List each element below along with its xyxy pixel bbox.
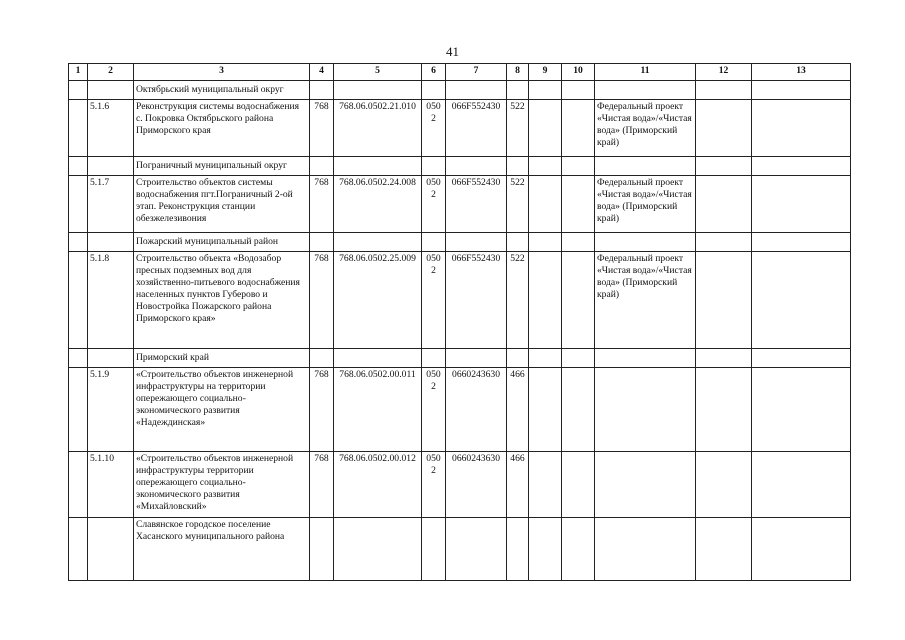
col-header-2: 2	[88, 64, 134, 81]
empty-cell	[752, 157, 851, 176]
cell-col13	[752, 100, 851, 157]
cell-col8: 522	[507, 176, 529, 233]
cell-col9	[529, 100, 562, 157]
empty-cell	[507, 518, 529, 581]
cell-col11: Федеральный проект «Чистая вода»/«Чистая вода» (Приморский край)	[595, 252, 696, 349]
empty-cell	[752, 349, 851, 368]
table-row	[69, 252, 851, 349]
empty-cell	[69, 252, 88, 349]
empty-cell	[507, 157, 529, 176]
empty-cell	[507, 233, 529, 252]
empty-cell	[529, 349, 562, 368]
empty-cell	[562, 518, 595, 581]
section-title: Приморский край	[134, 349, 310, 368]
cell-col11	[595, 368, 696, 452]
empty-cell	[69, 100, 88, 157]
empty-cell	[334, 157, 422, 176]
cell-col9	[529, 176, 562, 233]
cell-col8: 466	[507, 368, 529, 452]
cell-col5: 768.06.0502.21.010	[334, 100, 422, 157]
cell-col11: Федеральный проект «Чистая вода»/«Чистая вода» (Приморский край)	[595, 176, 696, 233]
empty-cell	[595, 349, 696, 368]
section-title: Октябрьский муниципальный округ	[134, 81, 310, 100]
cell-col10	[562, 100, 595, 157]
cell-col11: Федеральный проект «Чистая вода»/«Чистая вода» (Приморский край)	[595, 100, 696, 157]
section-row	[69, 157, 851, 176]
cell-col9	[529, 452, 562, 518]
cell-col8: 466	[507, 452, 529, 518]
cell-col7: 0660243630	[446, 368, 507, 452]
cell-col7: 066F552430	[446, 100, 507, 157]
item-name: Строительство объекта «Водозабор пресных подземных вод для хозяйственно-питьевого водоснабжения населенных пунктов Губерово и Новостройка Пожарского района Приморского края»	[134, 252, 310, 349]
section-title: Пограничный муниципальный округ	[134, 157, 310, 176]
cell-col13	[752, 176, 851, 233]
item-number: 5.1.10	[88, 452, 134, 518]
empty-cell	[69, 452, 88, 518]
col-header-12: 12	[696, 64, 752, 81]
empty-cell	[69, 157, 88, 176]
empty-cell	[334, 233, 422, 252]
col-header-6: 6	[422, 64, 446, 81]
empty-cell	[696, 157, 752, 176]
empty-cell	[562, 157, 595, 176]
cell-col4: 768	[310, 368, 334, 452]
cell-col12	[696, 368, 752, 452]
empty-cell	[446, 81, 507, 100]
section-row	[69, 349, 851, 368]
empty-cell	[752, 518, 851, 581]
section-title: Пожарский муниципальный район	[134, 233, 310, 252]
empty-cell	[310, 233, 334, 252]
item-number: 5.1.9	[88, 368, 134, 452]
section-title: Славянское городское поселение Хасанского муниципального района	[134, 518, 310, 581]
section-row	[69, 81, 851, 100]
col-header-7: 7	[446, 64, 507, 81]
cell-col8: 522	[507, 252, 529, 349]
cell-col6: 0502	[422, 252, 446, 349]
empty-cell	[69, 349, 88, 368]
empty-cell	[310, 518, 334, 581]
empty-cell	[446, 157, 507, 176]
empty-cell	[310, 157, 334, 176]
cell-col13	[752, 252, 851, 349]
table-row	[69, 100, 851, 157]
cell-col13	[752, 368, 851, 452]
cell-col13	[752, 452, 851, 518]
empty-cell	[595, 157, 696, 176]
cell-col10	[562, 368, 595, 452]
col-header-13: 13	[752, 64, 851, 81]
cell-col5: 768.06.0502.25.009	[334, 252, 422, 349]
item-name: «Строительство объектов инженерной инфраструктуры на территории опережающего социально-экономического развития «Надеждинская»	[134, 368, 310, 452]
cell-col4: 768	[310, 452, 334, 518]
empty-cell	[422, 518, 446, 581]
empty-cell	[310, 81, 334, 100]
cell-col5: 768.06.0502.00.011	[334, 368, 422, 452]
cell-col9	[529, 252, 562, 349]
empty-cell	[595, 518, 696, 581]
cell-col4: 768	[310, 100, 334, 157]
cell-col4: 768	[310, 176, 334, 233]
item-number: 5.1.8	[88, 252, 134, 349]
empty-cell	[422, 233, 446, 252]
empty-cell	[69, 176, 88, 233]
cell-col12	[696, 252, 752, 349]
empty-cell	[88, 81, 134, 100]
empty-cell	[88, 233, 134, 252]
empty-cell	[562, 349, 595, 368]
col-header-4: 4	[310, 64, 334, 81]
empty-cell	[529, 157, 562, 176]
empty-cell	[595, 233, 696, 252]
empty-cell	[696, 81, 752, 100]
item-name: «Строительство объектов инженерной инфраструктуры территории опережающего социально-экономического развития «Михайловский»	[134, 452, 310, 518]
empty-cell	[69, 368, 88, 452]
empty-cell	[334, 518, 422, 581]
empty-cell	[69, 81, 88, 100]
empty-cell	[562, 81, 595, 100]
empty-cell	[422, 157, 446, 176]
cell-col7: 0660243630	[446, 452, 507, 518]
table-row	[69, 176, 851, 233]
empty-cell	[562, 233, 595, 252]
empty-cell	[69, 518, 88, 581]
cell-col12	[696, 452, 752, 518]
item-number: 5.1.6	[88, 100, 134, 157]
item-number: 5.1.7	[88, 176, 134, 233]
header-row	[69, 64, 851, 81]
cell-col6: 0502	[422, 452, 446, 518]
col-header-5: 5	[334, 64, 422, 81]
empty-cell	[529, 518, 562, 581]
empty-cell	[696, 233, 752, 252]
cell-col9	[529, 368, 562, 452]
empty-cell	[446, 233, 507, 252]
empty-cell	[446, 518, 507, 581]
empty-cell	[529, 81, 562, 100]
cell-col5: 768.06.0502.24.008	[334, 176, 422, 233]
empty-cell	[334, 349, 422, 368]
empty-cell	[696, 518, 752, 581]
empty-cell	[507, 81, 529, 100]
section-row	[69, 233, 851, 252]
empty-cell	[752, 81, 851, 100]
empty-cell	[334, 81, 422, 100]
col-header-11: 11	[595, 64, 696, 81]
empty-cell	[507, 349, 529, 368]
item-name: Строительство объектов системы водоснабжения пгт.Пограничный 2-ой этап. Реконструкция станции обезжелезивония	[134, 176, 310, 233]
cell-col5: 768.06.0502.00.012	[334, 452, 422, 518]
col-header-8: 8	[507, 64, 529, 81]
empty-cell	[446, 349, 507, 368]
empty-cell	[595, 81, 696, 100]
cell-col12	[696, 176, 752, 233]
empty-cell	[69, 233, 88, 252]
empty-cell	[88, 157, 134, 176]
cell-col6: 0502	[422, 176, 446, 233]
empty-cell	[529, 233, 562, 252]
cell-col6: 0502	[422, 368, 446, 452]
budget-table	[68, 63, 851, 581]
cell-col7: 066F552430	[446, 176, 507, 233]
empty-cell	[422, 81, 446, 100]
page-number: 41	[446, 44, 459, 59]
col-header-1: 1	[69, 64, 88, 81]
cell-col6: 0502	[422, 100, 446, 157]
cell-col10	[562, 252, 595, 349]
empty-cell	[422, 349, 446, 368]
col-header-9: 9	[529, 64, 562, 81]
col-header-3: 3	[134, 64, 310, 81]
cell-col10	[562, 176, 595, 233]
table-row	[69, 452, 851, 518]
cell-col12	[696, 100, 752, 157]
cell-col8: 522	[507, 100, 529, 157]
cell-col4: 768	[310, 252, 334, 349]
empty-cell	[752, 233, 851, 252]
table-body	[69, 81, 851, 581]
col-header-10: 10	[562, 64, 595, 81]
empty-cell	[310, 349, 334, 368]
item-name: Реконструкция системы водоснабжения с. Покровка Октябрьского района Приморского края	[134, 100, 310, 157]
cell-col10	[562, 452, 595, 518]
empty-cell	[88, 518, 134, 581]
empty-cell	[696, 349, 752, 368]
section-row	[69, 518, 851, 581]
cell-col11	[595, 452, 696, 518]
empty-cell	[88, 349, 134, 368]
cell-col7: 066F552430	[446, 252, 507, 349]
table-row	[69, 368, 851, 452]
